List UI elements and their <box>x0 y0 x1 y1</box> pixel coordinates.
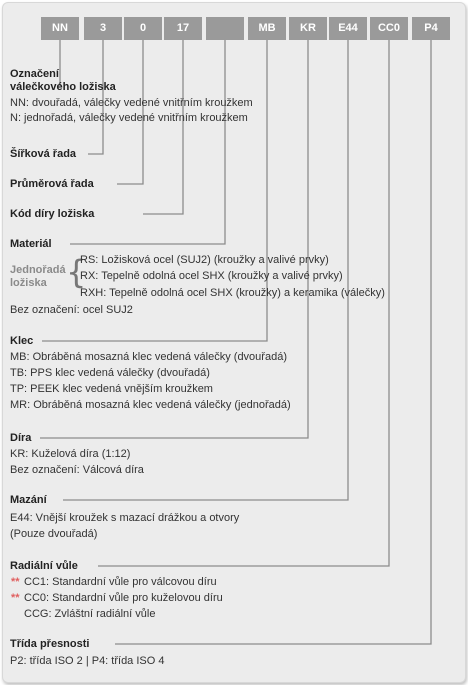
radial-clearance-item-ccg: CCG: Zvláštní radiální vůle <box>24 608 156 620</box>
material-item-rxh: RXH: Tepelně odolná ocel SHX (kroužky) a keramika (válečky) <box>80 287 385 299</box>
material-group-label-line1: Jednořadá <box>10 264 66 276</box>
connector-bore-code <box>143 40 183 214</box>
radial-clearance-item-cc1: CC1: Standardní vůle pro válcovou díru <box>24 576 217 588</box>
cage-title: Klec <box>10 335 34 347</box>
radial-clearance-title: Radiální vůle <box>10 560 78 572</box>
material-title: Materiál <box>10 238 52 250</box>
bore-item-kr: KR: Kuželová díra (1:12) <box>10 448 131 460</box>
code-box-precision: P4 <box>412 17 450 40</box>
code-box-nn: NN <box>41 17 79 40</box>
precision-text: P2: třída ISO 2 | P4: třída ISO 4 <box>10 655 165 667</box>
type-item-nn: NN: dvouřadá, válečky vedené vnitřním kroužkem <box>10 97 253 109</box>
type-title-line2: válečkového ložiska <box>10 81 116 93</box>
precision-title: Třída přesnosti <box>10 638 90 650</box>
code-box-diameter-series: 0 <box>124 17 162 40</box>
cage-item-mb: MB: Obráběná mosazná klec vedená válečky (dvouřadá) <box>10 351 287 363</box>
type-title-line1: Označení <box>10 68 59 80</box>
material-item-rx: RX: Tepelně odolná ocel SHX (kroužky a valivé prvky) <box>80 270 343 282</box>
material-group-label-line2: ložiska <box>10 277 47 289</box>
code-box-cage: MB <box>248 17 286 40</box>
material-item-rs: RS: Ložisková ocel (SUJ2) (kroužky a valivé prvky) <box>80 254 329 266</box>
radial-clearance-marker-cc1: ** <box>11 576 20 588</box>
radial-clearance-marker-cc0: ** <box>11 592 20 604</box>
code-box-lubrication: E44 <box>329 17 367 40</box>
code-box-bore-code: 17 <box>164 17 202 40</box>
lubrication-item-e44: E44: Vnější kroužek s mazací drážkou a otvory <box>10 512 240 524</box>
radial-clearance-item-cc0: CC0: Standardní vůle pro kuželovou díru <box>24 592 223 604</box>
code-box-radial-clearance: CC0 <box>370 17 408 40</box>
cage-item-tp: TP: PEEK klec vedená vnějším kroužkem <box>10 383 213 395</box>
bore-title: Díra <box>10 432 32 444</box>
type-item-n: N: jednořadá, válečky vedené vnitřním kroužkem <box>10 112 248 124</box>
bore-code-label: Kód díry ložiska <box>10 208 95 220</box>
bore-item-default: Bez označení: Válcová díra <box>10 464 144 476</box>
cage-item-mr: MR: Obráběná mosazná klec vedená válečky (jednořadá) <box>10 399 291 411</box>
connector-precision <box>115 40 431 644</box>
lubrication-title: Mazání <box>10 494 47 506</box>
material-brace: { <box>66 253 87 291</box>
material-default: Bez označení: ocel SUJ2 <box>10 304 133 316</box>
width-series-label: Šířková řada <box>10 148 77 160</box>
lubrication-item-note: (Pouze dvouřadá) <box>10 528 98 540</box>
code-box-width-series: 3 <box>84 17 122 40</box>
cage-item-tb: TB: PPS klec vedená válečky (dvouřadá) <box>10 367 210 379</box>
code-box-bore: KR <box>289 17 327 40</box>
diameter-series-label: Průměrová řada <box>10 178 94 190</box>
